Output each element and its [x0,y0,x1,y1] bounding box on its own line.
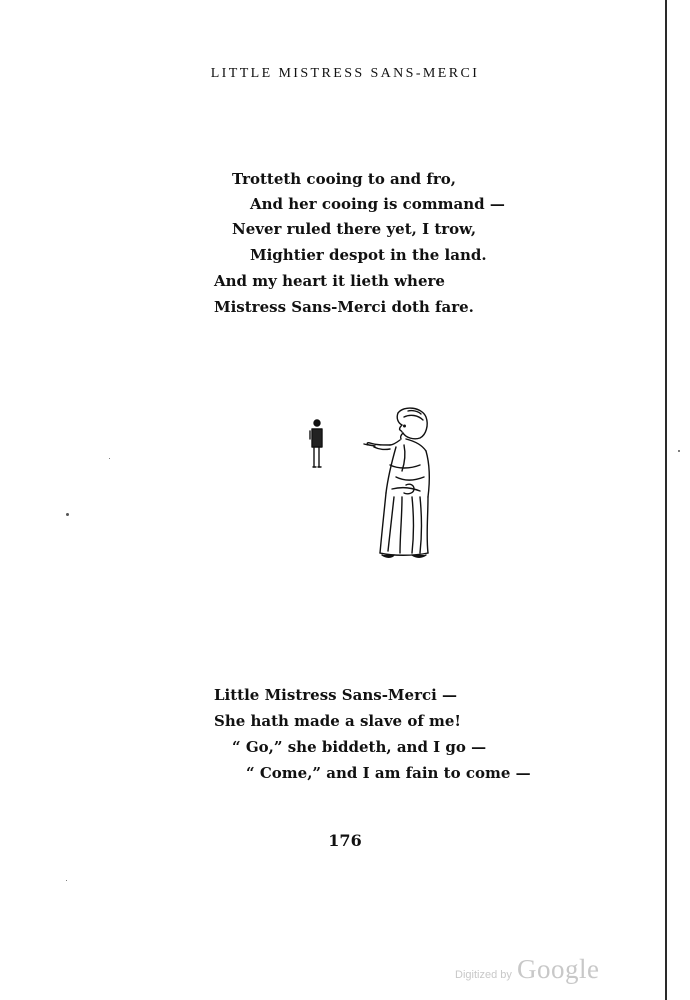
verse-line: Mistress Sans-Merci doth fare. [214,298,474,316]
dust-speck [66,513,69,516]
verse-line: “ Come,” and I am fain to come — [246,764,531,782]
verse-line: “ Go,” she biddeth, and I go — [232,738,487,756]
running-header: LITTLE MISTRESS SANS-MERCI [210,66,480,81]
watermark-brand: Google [516,954,600,984]
dust-speck [66,880,67,881]
dust-speck [678,450,680,452]
child-and-small-figure-drawing-icon [300,405,440,565]
page-edge-line [665,0,667,1000]
verse-line: Mightier despot in the land. [250,246,487,264]
verse-line: Trotteth cooing to and fro, [232,170,456,188]
verse-line: And her cooing is command — [250,195,505,213]
child-illustration [300,405,440,569]
verse-line: Little Mistress Sans-Merci — [214,686,458,704]
dust-speck [109,458,110,459]
verse-line: Never ruled there yet, I trow, [232,220,477,238]
verse-line: She hath made a slave of me! [214,712,461,730]
verse-line: And my heart it lieth where [214,272,445,290]
page-number: 176 [328,831,362,850]
digitized-watermark [455,954,599,985]
watermark-prefix: Digitized by [455,969,512,981]
